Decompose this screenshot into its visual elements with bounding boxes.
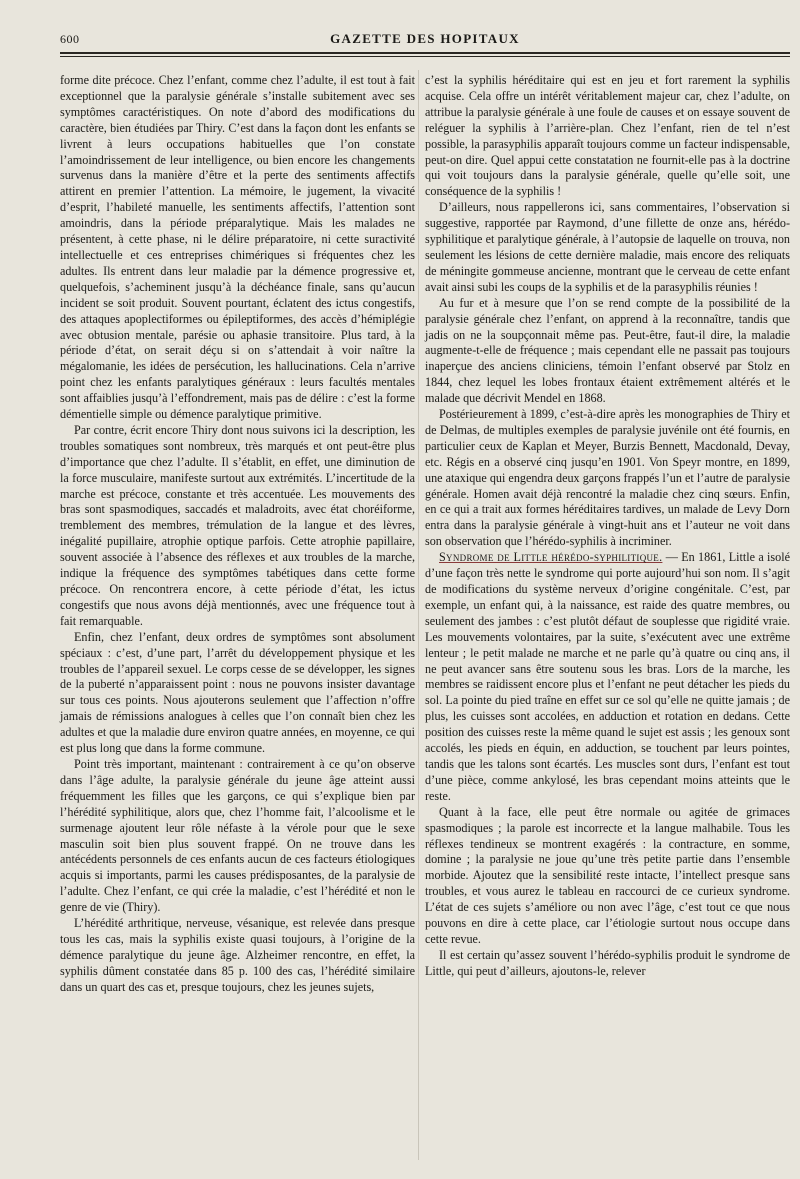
paragraph: Par contre, écrit encore Thiry dont nous suivons ici la description, les troubles somatiques sont nombreux, très marqués et ont peut-être plus d’importance que chez l’adulte. Il s’établit, en effet, une diminution de la force musculaire, manifeste surtout aux extrémités. L’incertitude de la marche est précoce, constante et très accentuée. Les mouvements des bras sont spasmodiques, saccadés et maladroits, avec état choréiforme, tremblement des membres, trémulation de la langue et des lèvres, inégalité pupillaire, atrophie optique parfois. Cette atrophie papillaire, souvent associée à l’absence des réflexes et aux troubles de la marche, indique la fréquence des symptômes tabétiques dans cette forme précoce. On rencontrera encore, à cette période d’état, les ictus congestifs que nous avons déjà mentionnés, avec une fréquence tout à fait remarquable.: [60, 422, 415, 628]
paragraph: Il est certain qu’assez souvent l’hérédo-syphilis produit le syndrome de Little, qui peut d’ailleurs, ajoutons-le, relever: [425, 947, 790, 978]
section-intro: — En 1861, Little a isolé d’une façon très nette le syndrome qui porte aujourd’hui son nom. Il s’agit de modifications du système nerveux d’origine congénitale. C’est, par exemple, un enfant qui, à la naissance, est raide des quatre membres, ou seulement des jambes : c’est plutôt défaut de souplesse que rigidité vraie. Les mouvements volontaires, par la suite, s’exécutent avec une extrême lenteur ; le petit malade ne marche et ne parle qu’à quatre ou cinq ans, il ne peut avancer sans être soutenu sous les bras. Lors de la marche, les membres se raidissent encore plus et l’enfant ne peut détacher les pieds du sol. La pointe du pied traîne en effet sur ce sol qu’elle ne quitte jamais ; de plus, les cuisses sont accolées, en adduction et rotation en dedans. Cette position des cuisses reste la même quand le sujet est assis ; les genoux sont accolés, les pieds en équin, en adduction, se touchent par leurs pointes, tandis que les talons sont écartés. Les muscles sont durs, l’enfant est tout d’une pièce, comme ankylosé, les bras cependant moins atteints que le reste.: [425, 550, 790, 803]
paragraph: c’est la syphilis héréditaire qui est en jeu et fort rarement la syphilis acquise. Cela offre un intérêt véritablement majeur car, chez l’adulte, on attribue la paralysie générale à une foule de causes et on essaye souvent de reléguer la syphilis à l’arrière-plan. Chez l’enfant, rien de tel n’est possible, la parasyphilis apparaît toujours comme un facteur indispensable, peut-on dire. Quel appui cette constatation ne fournit-elle pas à la doctrine qui voit toujours dans la paralysie générale, quelle qu’elle soit, une conséquence de la syphilis !: [425, 73, 790, 199]
paragraph: forme dite précoce. Chez l’enfant, comme chez l’adulte, il est tout à fait exceptionnel que la paralysie générale s’installe subitement avec ses symptômes caractéristiques. On note d’abord des modifications du caractère, bien étudiées par Thiry. C’est dans la façon dont les enfants se livrent à leurs occupations habituelles que l’on constate l’amoindrissement de leur intelligence, ou bien encore les changements survenus dans la manière d’être et la perte des sentiments affectifs attirent en premier l’attention. La mémoire, le jugement, la vivacité d’esprit, l’habileté manuelle, les sentiments affectifs, l’attention sont amoindris, dans la période préparalytique. Mais les malades ne présentent, à cette phase, ni le délire préparatoire, ni cette suractivité intellectuelle et ces entreprises chimériques si fréquentes chez les adultes. Ils entrent dans leur maladie par la démence progressive et, quelquefois, s’acheminent jusqu’à la déchéance finale, sans qu’aucun incident se soit produit. Souvent pourtant, éclatent des ictus congestifs, des attaques apoplectiformes ou épileptiformes, des accès d’hémiplégie avec obtusion mentale, parésie ou aphasie transitoire. Plus tard, à la période d’état, on serait déçu si on s’attendait à voir naître la mégalomanie, les idées de persécution, les hallucinations. Cela n’arrive point chez les enfants paralytiques généraux : leurs facultés mentales sont affaiblies jusqu’à l’effondrement, mais pas de délire : c’est la forme démentielle simple ou démence paralytique primitive.: [60, 73, 415, 422]
page-header: [60, 28, 790, 54]
paragraph: D’ailleurs, nous rappellerons ici, sans commentaires, l’observation si suggestive, rapportée par Raymond, d’une fillette de onze ans, hérédo-syphilitique et paralytique générale, à l’autopsie de laquelle on trouva, non seulement les lésions de cette dernière maladie, mais encore des reliquats de méningite gommeuse ancienne, montrant que le cerveau de cette enfant avait ainsi subi les coups de la syphilis et de la parasyphilis réunies !: [425, 200, 790, 294]
section-paragraph: [425, 550, 790, 805]
paragraph: Au fur et à mesure que l’on se rend compte de la possibilité de la paralysie générale chez l’enfant, on apprend à la reconnaître, tandis que jadis on ne la soupçonnait même pas. Peut-être, faut-il dire, la maladie augmente-t-elle de fréquence ; mais cependant elle ne passait pas toujours inaperçue des anciens cliniciens, témoin l’enfant observé par Stolz en 1844, chez lequel les lobes frontaux étaient extrêmement altérés et le malade que décrivit Mendel en 1868.: [425, 295, 790, 406]
paragraph: Quant à la face, elle peut être normale ou agitée de grimaces spasmodiques ; la parole est incorrecte et la langue malhabile. Tous les réflexes tendineux se montrent exagérés : la contracture, en somme, domine ; la paralysie ne joue qu’une très petite partie dans l’ensemble morbide. Ajoutez que la sensibilité reste intacte, l’intellect presque sans troubles, et vous aurez le tableau en raccourci de ce curieux syndrome. L’état de ces sujets s’améliore ou non avec l’âge, c’est tout ce que nous pouvons en dire à cette place, car l’étiologie surtout nous occupe dans cette revue.: [425, 804, 790, 946]
journal-title: GAZETTE DES HOPITAUX: [330, 31, 520, 46]
paragraph: L’hérédité arthritique, nerveuse, vésanique, est relevée dans presque tous les cas, mais la syphilis existe quasi toujours, à l’origine de la démence paralytique du jeune âge. Alzheimer rencontre, en effet, la syphilis dûment constatée dans 85 p. 100 des cas, l’hérédité similaire dans un quart des cas et, presque toujours, chez les jeunes sujets,: [60, 916, 415, 994]
column-divider: [418, 70, 419, 1160]
page-number: 600: [60, 32, 80, 46]
right-column: [425, 73, 790, 980]
paragraph: Postérieurement à 1899, c’est-à-dire après les monographies de Thiry et de Delmas, de multiples exemples de paralysie juvénile ont été fournis, en particulier ceux de Kaplan et Meyer, Burzis Bennett, Macdonald, Devay, etc. Régis en a observé cinq jusqu’en 1901. Von Speyr montre, en 1899, une ataxique qui engendra deux garçons frappés l’un et l’autre de paralysie générale. Homen avait déjà rencontré la maladie chez cinq sœurs. Enfin, en ce qui a trait aux formes héréditaires tardives, un malade de Levy Dorn entra dans la paralysie générale à vingt-huit ans et l’auteur ne voit dans son observation que l’hérédo-syphilis à incriminer.: [425, 407, 790, 549]
paragraph: Enfin, chez l’enfant, deux ordres de symptômes sont absolument spéciaux : c’est, d’une part, l’arrêt du développement physique et les troubles de l’appareil sexuel. Le corps cesse de se développer, les signes de la puberté n’apparaissent point : nous ne pouvons insister davantage sur tous ces points. Nous ajouterons seulement que l’affection n’offre jamais de rémissions analogues à celles que l’on connaît bien chez les adultes et que la maladie dure environ quatre années, en moyenne, ce qui est plus long que dans la forme commune.: [60, 629, 415, 756]
header-rule-thin: [60, 56, 790, 57]
left-column: [60, 73, 415, 996]
paragraph: Point très important, maintenant : contrairement à ce qu’on observe dans l’âge adulte, la paralysie générale du jeune âge atteint aussi fréquemment les filles que les garçons, ce qui s’explique bien par l’hérédité syphilitique, alors que, chez l’homme fait, l’alcoolisme et le surmenage ajoutent leur rôle néfaste à la vérole pour que le sexe masculin soit bien plus souvent frappé. On ne trouve dans les antécédents personnels de ces enfants aucun de ces facteurs étiologiques acquis si importants, parmi les causes prédisposantes, de la paralysie de l’adulte. Chez l’enfant, ce qui crée la maladie, c’est l’hérédité et non le genre de vie (Thiry).: [60, 756, 415, 915]
section-heading: Syndrome de Little hérédo-syphilitique.: [439, 550, 663, 565]
header-rule-thick: [60, 52, 790, 54]
